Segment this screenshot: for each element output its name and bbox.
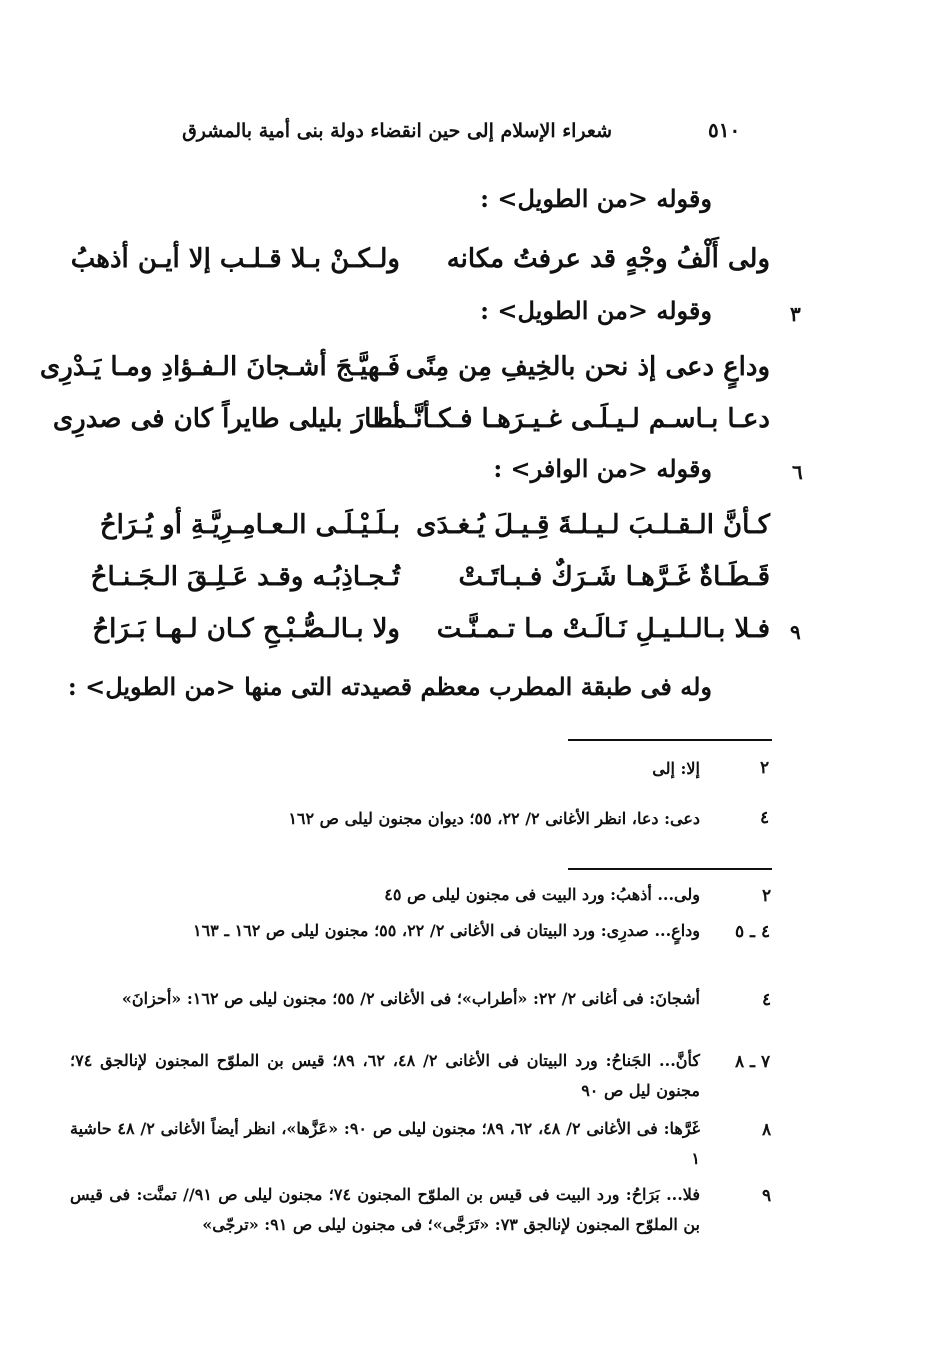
page-number: ٥١٠: [708, 118, 741, 142]
note-line-number: ٧ ـ ٨: [735, 1052, 771, 1072]
note-line-number: ٩: [762, 1186, 772, 1206]
note-text: وداعٍ... صدرِى: ورد البيتان فى الأغانى ٢/ ٢٢، ٥٥؛ مجنون ليلى ص ١٦٢ ـ ١٦٣: [192, 921, 700, 940]
line-number: ٦: [792, 460, 803, 484]
verse-hemistich-left: تُـجـاذِبُـه وقـد عَـلِـقَ الـجَـنـاحُ: [90, 562, 400, 592]
footnote-divider: [568, 868, 772, 870]
note-line-number: ٤ ـ ٥: [735, 922, 771, 942]
variant-text: إلا: إلى: [652, 759, 700, 778]
running-header-title: شعراء الإسلام إلى حين انقضاء دولة بنى أمية بالمشرق: [182, 120, 612, 142]
verse-intro: وقوله <من الطويل> :: [480, 184, 712, 213]
note-text: كأنَّ... الجَناحُ: ورد البيتان فى الأغانى ٢/ ٤٨، ٦٢، ٨٩؛ قيس بن الملوّح المجنون لإنالجق ٧٤؛ مجنون ليل ص ٩٠: [70, 1051, 701, 1100]
verse-hemistich-left: ولا بـالـصُّـبْـحِ كـان لـهـا بَـرَاحُ: [92, 614, 400, 644]
line-number: ٣: [790, 302, 801, 326]
variant-line-number: ٢: [760, 758, 770, 778]
note-text: ولى... أذهبُ: ورد البيت فى مجنون ليلى ص ٤٥: [384, 885, 700, 904]
footnote-divider: [568, 739, 772, 741]
verse-hemistich-left: ولـكـنْ بـلا قـلـب إلا أيـن أذهبُ: [70, 244, 400, 274]
note-text: فلا... بَرَاحُ: ورد البيت فى قيس بن الملوّح المجنون ٧٤؛ مجنون ليلى ص ٩١// تمنَّت: فى قيس بن الملوّح المجنون لإنالجق ٧٣: «تَرَجَّى»؛ فى مجنون ليلى ص ٩١: «ترجّى»: [70, 1185, 700, 1234]
verse-hemistich-left: أطارَ بليلى طايراً كان فى صدرِى: [52, 404, 400, 434]
variant-line-number: ٤: [760, 808, 770, 828]
note-text: غَرَّها: فى الأغانى ٢/ ٤٨، ٦٢، ٨٩؛ مجنون ليلى ص ٩٠: «عَزَّها»، انظر أيضاً الأغانى ٢/ ٤٨ حاشية ١: [70, 1119, 701, 1168]
verse-hemistich-left: فَـهيَّـجَ أشـجانَ الـفـؤادِ ومـا يَـدْرِى: [39, 352, 400, 382]
verse-hemistich-right: كـأنَّ الـقـلـبَ لـيـلـةَ قِـيـلَ يُـغـدَى: [416, 510, 770, 540]
note-line-number: ٤: [762, 990, 772, 1010]
note-line-number: ٨: [762, 1120, 772, 1140]
verse-hemistich-right: فـلا بـالـلـيـلِ نَـالَـتْ مـا تـمـنَّـت: [436, 614, 770, 644]
verse-hemistich-left: بـلَـيْـلَـى الـعـامِـرِيَّـةِ أو يُـرَاحُ: [99, 510, 400, 540]
verse-intro: وقوله <من الطويل> :: [480, 296, 712, 325]
note-text: أشجانَ: فى أغانى ٢/ ٢٢: «أطراب»؛ فى الأغانى ٢/ ٥٥؛ مجنون ليلى ص ١٦٢: «أحزانَ»: [121, 989, 700, 1008]
verse-hemistich-right: وداعٍ دعى إذ نحن بالخِيفِ مِن مِنًى: [405, 352, 770, 382]
line-number: ٩: [790, 620, 801, 644]
verse-hemistich-right: دعـا بـاسـم لـيـلَـى غـيـرَهـا فـكـأنَّـمـا: [377, 404, 770, 434]
verse-intro: وقوله <من الوافر> :: [493, 454, 712, 483]
verse-intro: وله فى طبقة المطرب معظم قصيدته التى منها <من الطويل> :: [67, 672, 712, 701]
verse-hemistich-right: ولى أَلْفُ وجْهٍ قد عرفتُ مكانه: [446, 244, 770, 274]
note-line-number: ٢: [762, 886, 772, 906]
verse-hemistich-right: قَـطَـاةٌ غَـرَّهـا شَـرَكٌ فـبـاتَـتْ: [458, 562, 770, 592]
variant-text: دعى: دعا، انظر الأغانى ٢/ ٢٢، ٥٥؛ ديوان مجنون ليلى ص ١٦٢: [288, 809, 700, 828]
